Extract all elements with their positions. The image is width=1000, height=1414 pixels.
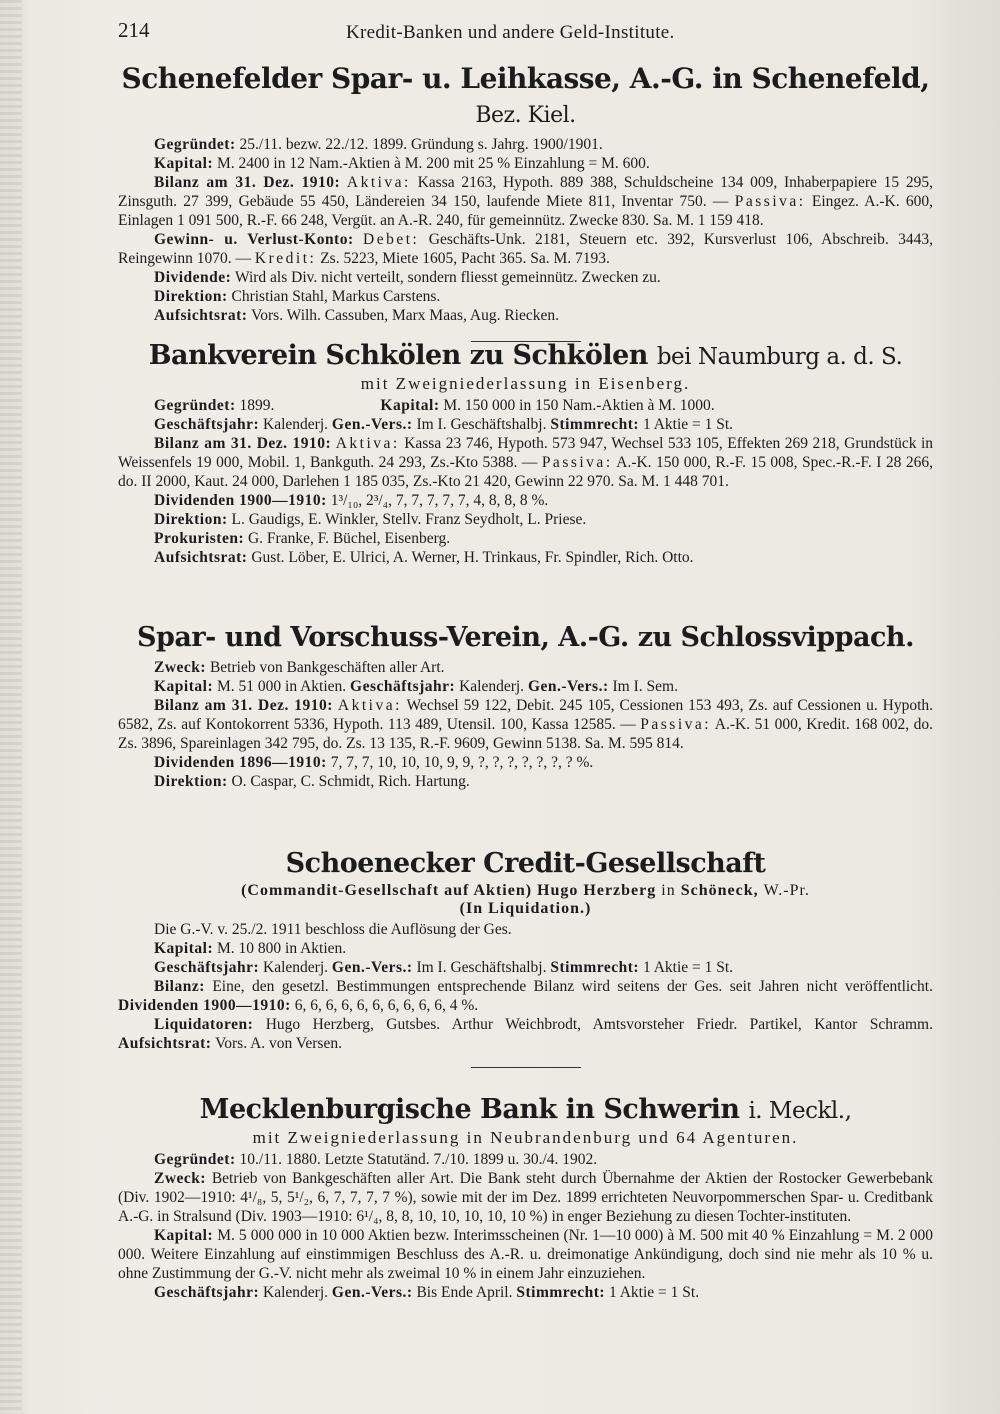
entry-title [118,1094,933,1126]
field-text: L. Gaudigs, E. Winkler, Stellv. Franz Seydholt, L. Priese. [231,511,587,529]
entry-line [118,1169,933,1226]
field-label: Stimmrecht: [516,1284,606,1302]
running-title: Kredit-Banken und andere Geld-Institute. [346,22,675,43]
entry-line [118,415,933,434]
field-label: Zweck: [154,1170,207,1188]
field-label: Dividenden 1900—1910: [118,997,291,1015]
field-text: A.-K. 150 000, R.-F. 15 008, Spec.-R.-F. I 28 266, do. II 2000, Kaut. 24 000, Darlehen 1 185 035, Zs.-Kto 21 420, Gewinn 22 970. Sa. M. 1 448 701. [118,454,934,491]
entry-body [118,920,933,1053]
field-text: Passiva: [640,716,712,734]
entry-line [118,1150,933,1169]
entry-title [118,340,933,372]
field-text: Bankverein Schkölen zu Schkölen [148,340,648,371]
entry-body [118,396,933,567]
page-header [118,18,948,48]
field-label: Direktion: [154,288,228,306]
entry-line [118,396,933,415]
liquidation-note: (In Liquidation.) [459,900,592,918]
binding-gutter [0,0,22,1414]
entry-line [118,753,933,772]
field-text: Die G.-V. v. 25./2. 1911 beschloss die Auflösung der Ges. [154,921,512,939]
entry-line [118,230,933,268]
field-text: G. Franke, F. Büchel, Eisenberg. [247,530,451,548]
entry-line [118,510,933,529]
entry-title [118,62,933,129]
field-label: Gen.-Vers.: [527,678,609,696]
field-text: A.-K. 51 000, Kredit. 168 002, do. Zs. 3896, Spareinlagen 342 795, do. Zs. 13 135, R.-F. 9609, Gewinn 5138. Sa. M. 595 814. [118,716,933,753]
entry-subtitle [118,882,933,900]
entry-title: Spar- und Vorschuss-Verein, A.-G. zu Schlossvippach. [137,622,914,653]
field-text: Vors. Wilh. Cassuben, Marx Maas, Aug. Riecken. [251,307,559,325]
field-text: Vors. A. von Versen. [215,1035,342,1053]
entry-bankverein-schkoelen [118,340,933,567]
field-text: Im I. Sem. [612,678,678,696]
field-label: Gegründet: [154,397,236,415]
field-label: Gen.-Vers.: [331,416,413,434]
entry-line [118,977,933,1015]
field-label: Dividende: [154,269,232,287]
entry-mecklenburgische-bank [118,1094,933,1302]
field-text: Kassa 23 746, Hypoth. 573 947, Wechsel 533 105, Effekten 269 218, Grundstück in Weissenfels 19 000, Mobil. 1, Bankguth. 24 293, Zs.-Kto 5388. — [118,435,934,472]
field-text: Kredit: [254,250,317,268]
entry-line [118,677,933,696]
field-text: Gust. Löber, E. Ulrici, A. Werner, H. Trinkaus, Fr. Spindler, Rich. Otto. [251,549,694,567]
field-label: Direktion: [154,511,228,529]
entry-schlossvippach [118,622,933,791]
page-number: 214 [118,18,150,42]
field-text: M. 51 000 in Aktien. [217,678,347,696]
field-text: 10./11. 1880. Letzte Statutänd. 7./10. 1899 u. 30./4. 1902. [239,1151,598,1169]
field-text: Bis Ende April. [416,1284,513,1302]
field-text: M. 2400 in 12 Nam.-Aktien à M. 200 mit 25 % Einzahlung = M. 600. [217,155,650,173]
field-text: Passiva: [734,193,806,211]
entry-line [118,306,933,325]
field-label: Kapital: [154,940,214,958]
field-label: Liquidatoren: [154,1016,254,1034]
field-text: M. 5 000 000 in 10 000 Aktien bezw. Interimsscheinen (Nr. 1—10 000) à M. 500 mit 40 % Einzahlung = M. 2 000 000. Weitere Einzahlung auf einstimmigen Beschluss des A.-R. u. dreimonatige Ankündigung, doch sind nie mehr als 10 % u. ohne Zustimmung der G.-V. nicht mehr als zweimal 10 % in einem Jahr einzuziehen. [118,1227,933,1283]
field-label: Aufsichtsrat: [154,549,248,567]
field-text: Kalenderj. [263,416,329,434]
field-text: Kalenderj. [263,959,329,977]
field-text: Kassa 2163, Hypoth. 889 388, Schuldscheine 134 009, Inhaberpapiere 15 295, Zinsguth. 27 399, Gebäude 55 450, Ländereien 34 150, laufende Miete 811, Inventar 750. — [118,174,933,211]
field-text: Aktiva: [337,697,402,715]
entry-line [118,658,933,677]
entry-schenefelder [118,62,933,342]
entry-line [118,491,933,510]
field-label: Kapital: [380,397,440,415]
field-label: Kapital: [154,1227,214,1245]
field-label: Geschäftsjahr: [154,1284,260,1302]
field-text: Aktiva: [346,174,411,192]
field-label: Kapital: [154,678,214,696]
entry-body [118,135,933,325]
entry-line [118,268,933,287]
field-label: Aufsichtsrat: [154,307,248,325]
field-text: 1³/₁₀, 2³/₄, 7, 7, 7, 7, 7, 4, 8, 8, 8 %. [330,492,549,510]
field-text: Mecklenburgische Bank in Schwerin [199,1094,740,1125]
field-label: Gegründet: [154,136,236,154]
field-label: Gen.-Vers.: [331,1284,413,1302]
field-text: 6, 6, 6, 6, 6, 6, 6, 6, 6, 6, 4 %. [294,997,479,1015]
field-label: Stimmrecht: [550,959,640,977]
field-text: O. Caspar, C. Schmidt, Rich. Hartung. [231,773,470,791]
entry-line [118,696,933,753]
separator-rule [471,1067,581,1068]
field-label: Geschäftsjahr: [350,678,456,696]
field-text: i. Meckl., [748,1098,852,1124]
entry-line [118,287,933,306]
field-label: Direktion: [154,773,228,791]
field-label: Gen.-Vers.: [331,959,413,977]
entry-line [118,434,933,491]
field-text: 1 Aktie = 1 St. [642,959,734,977]
field-text: Kalenderj. [459,678,525,696]
field-label: Kapital: [154,155,214,173]
field-text: Im I. Geschäftshalbj. [416,959,547,977]
field-text: 25./11. bezw. 22./12. 1899. Gründung s. Jahrg. 1900/1901. [239,136,603,154]
field-label: Bilanz am 31. Dez. 1910: [154,435,332,453]
entry-line [118,1226,933,1283]
entry-line [118,1015,933,1053]
field-text: 1 Aktie = 1 St. [608,1284,700,1302]
field-text: Christian Stahl, Markus Carstens. [231,288,441,306]
field-text: M. 10 800 in Aktien. [217,940,347,958]
field-label: Prokuristen: [154,530,245,548]
entry-line [118,154,933,173]
field-text: M. 150 000 in 150 Nam.-Aktien à M. 1000. [443,397,715,415]
field-label: Gegründet: [154,1151,236,1169]
entry-title: Schoenecker Credit-Gesellschaft [285,848,766,879]
field-text: Eine, den gesetzl. Bestimmungen entsprechende Bilanz wird seitens der Ges. seit Jahren nicht veröffentlicht. [212,978,933,996]
field-text: 1899. [239,397,275,415]
field-text: Eingez. A.-K. 600, Einlagen 1 091 500, R.-F. 66 248, Vergüt. an A.-R. 240, für gemeinnütz. Zwecke 830. Sa. M. 1 159 418. [118,193,934,230]
field-label: Bilanz: [154,978,205,996]
field-text: Debet: [363,231,420,249]
field-text: 1 Aktie = 1 St. [642,416,734,434]
field-text: (Commandit-Gesellschaft auf Aktien) Hugo Herzberg [241,882,657,900]
field-label: Stimmrecht: [550,416,640,434]
field-text: in [661,882,676,900]
field-text: W.-Pr. [763,882,810,900]
field-text: Wechsel 59 122, Debit. 245 105, Cessionen 153 493, Zs. auf Cessionen u. Hypoth. 6582, Zs. auf Kontokorrent 5336, Hypoth. 113 489, Utensil. 100, Kassa 12585. — [118,697,934,734]
field-text: Schenefelder Spar- u. Leihkasse, A.-G. in Schenefeld, [121,62,930,95]
entry-line [118,135,933,154]
field-label: Geschäftsjahr: [154,959,260,977]
field-text: Betrieb von Bankgeschäften aller Art. Die Bank steht durch Übernahme der Aktien der Rostocker Gewerbebank (Div. 1902—1910: 4¹/₈, 5, 5¹/₂, 6, 7, 7, 7, 7 %), sowie mit der im Dez. 1899 errichteten Neuvorpommerschen Spar- u. Creditbank A.-G. in Stralsund (Div. 1903—1910: 6¹/₄, 8, 8, 10, 10, 10, 10, 10 %) in enger Beziehung zu diesen Tochter-instituten. [118,1170,934,1226]
entry-line [118,173,933,230]
entry-line [118,548,933,567]
entry-line [118,939,933,958]
field-label: Bilanz am 31. Dez. 1910: [154,697,333,715]
field-label: Dividenden 1896—1910: [154,754,327,772]
field-text: 7, 7, 7, 10, 10, 10, 9, 9, ?, ?, ?, ?, ?, ?, ? %. [330,754,594,772]
field-text: Passiva: [541,454,613,472]
field-text: bei Naumburg a. d. S. [656,344,903,370]
field-label: Dividenden 1900—1910: [154,492,327,510]
field-text: Schöneck, [680,882,759,900]
field-text: Hugo Herzberg, Gutsbes. Arthur Weichbrodt, Amtsvorsteher Friedr. Partikel, Kantor Schramm. [265,1016,933,1034]
field-label: Bilanz am 31. Dez. 1910: [154,174,341,192]
entry-body [118,1150,933,1302]
entry-line [118,1283,933,1302]
field-text: Kalenderj. [263,1284,329,1302]
field-label: Geschäftsjahr: [154,416,260,434]
field-text: Betrieb von Bankgeschäften aller Art. [209,659,445,677]
field-label: Gewinn- u. Verlust-Konto: [154,231,354,249]
field-text: Geschäfts-Unk. 2181, Steuern etc. 392, Kursverlust 106, Abschreib. 3443, Reingewinn 1070. — [118,231,934,268]
entry-line [118,958,933,977]
field-label: Zweck: [154,659,207,677]
entry-line [118,772,933,791]
field-text: Zs. 5223, Miete 1605, Pacht 365. Sa. M. 7193. [320,250,610,268]
field-text: Im I. Geschäftshalbj. [416,416,547,434]
entry-line [118,529,933,548]
entry-schoenecker [118,848,933,1068]
field-text: Aktiva: [335,435,400,453]
entry-subtitle: mit Zweigniederlassung in Eisenberg. [360,374,691,394]
field-text: Bez. Kiel. [475,102,576,128]
entry-body [118,658,933,791]
field-label: Aufsichtsrat: [118,1035,212,1053]
field-text: Wird als Div. nicht verteilt, sondern fliesst gemeinnütz. Zwecken zu. [234,269,661,287]
entry-subtitle: mit Zweigniederlassung in Neubrandenburg und 64 Agenturen. [252,1128,799,1148]
